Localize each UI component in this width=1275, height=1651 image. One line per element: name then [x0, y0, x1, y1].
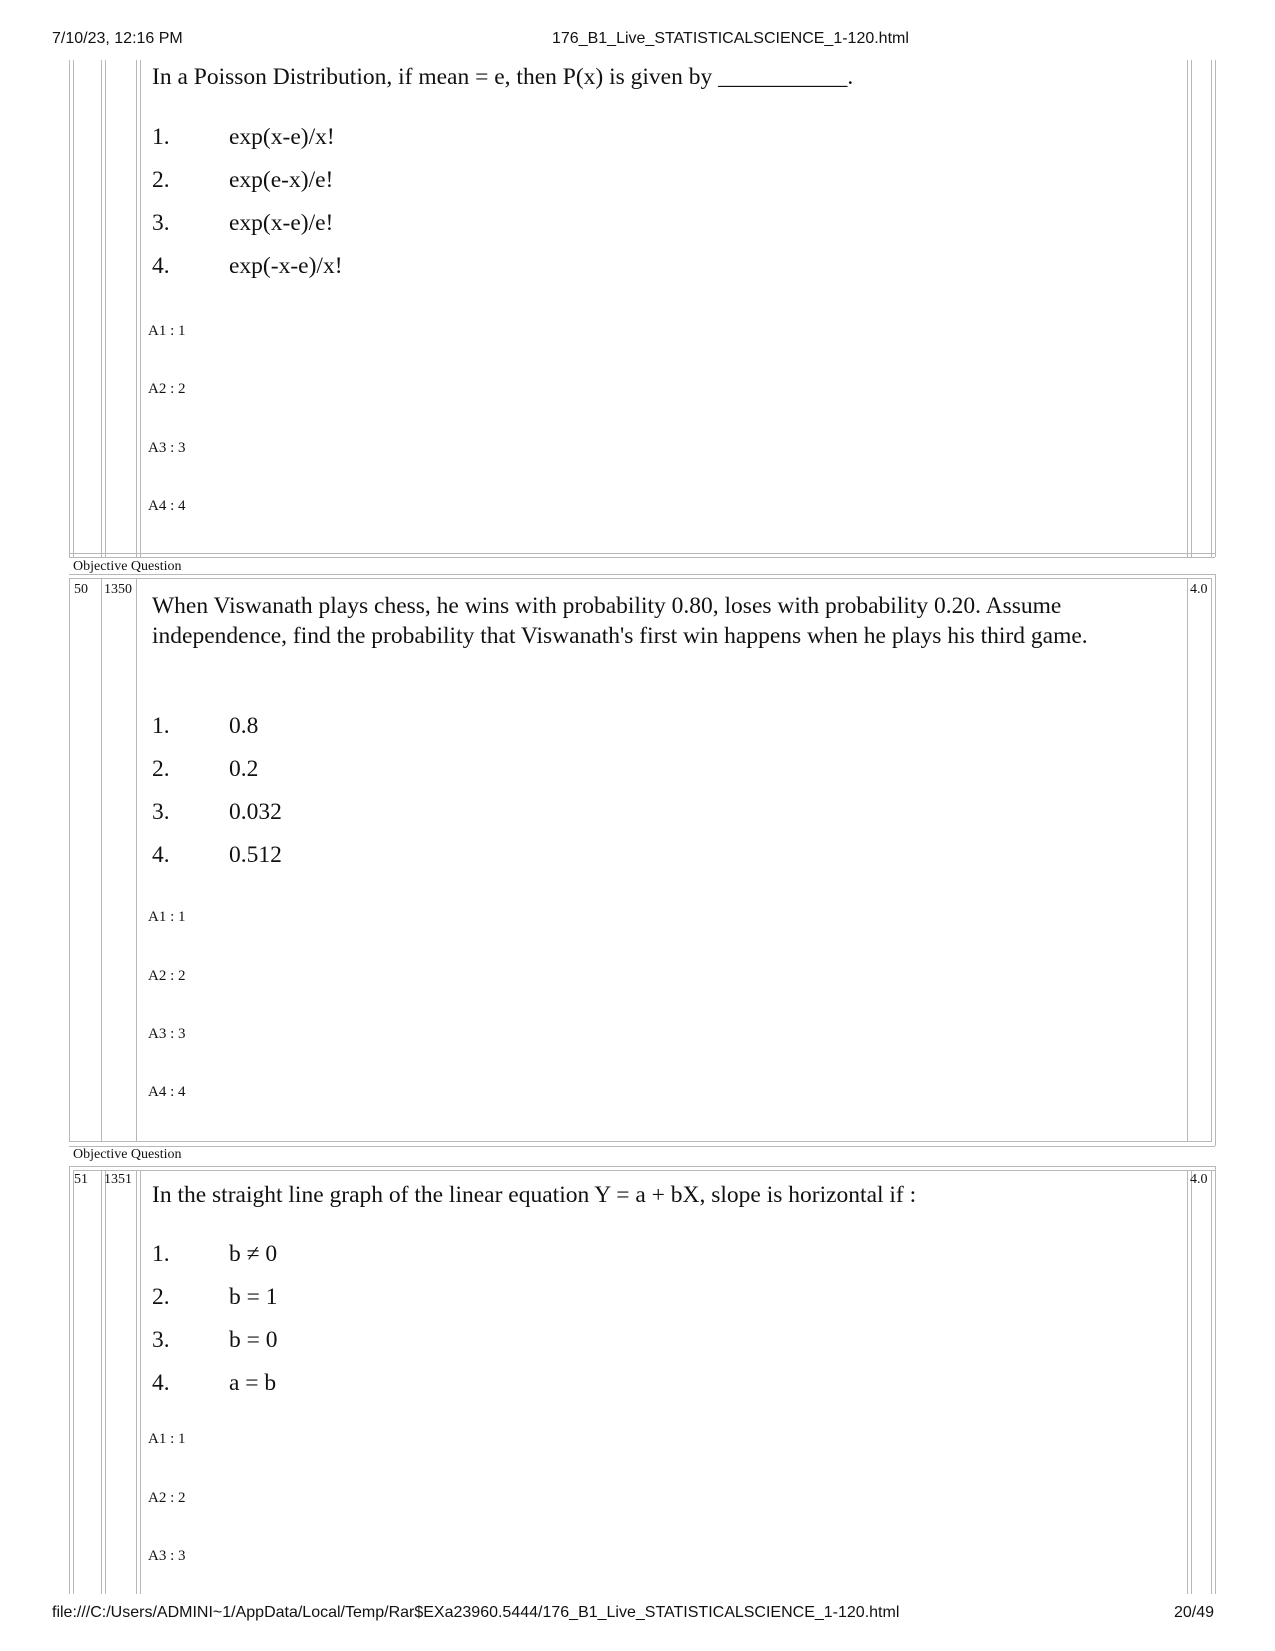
table-border	[1211, 1170, 1212, 1594]
option-text: exp(e-x)/e!	[229, 167, 334, 193]
table-border	[136, 1170, 137, 1594]
table-border	[1211, 60, 1212, 557]
question-text: In the straight line graph of the linear equation Y = a + bX, slope is horizontal if :	[152, 1182, 917, 1208]
question-text: In a Poisson Distribution, if mean = e, then P(x) is given by ___________.	[152, 64, 854, 90]
option-number: 1.	[152, 124, 170, 150]
option-number: 1.	[152, 1241, 170, 1267]
option-text: b = 1	[229, 1284, 278, 1310]
table-border	[69, 1166, 1215, 1167]
table-cell	[1187, 578, 1212, 1142]
table-border	[136, 1170, 1191, 1171]
table-border	[1215, 60, 1216, 557]
table-border	[69, 557, 1215, 558]
table-border	[105, 60, 106, 557]
answer-label: A4 : 4	[148, 1084, 186, 1100]
option-number: 3.	[152, 1327, 170, 1353]
table-border	[101, 1170, 102, 1594]
answer-label: A3 : 3	[148, 440, 186, 456]
print-page-number: 20/49	[1174, 1604, 1215, 1621]
table-border	[69, 1146, 1215, 1147]
option-number: 2.	[152, 1284, 170, 1310]
question-id: 1351	[104, 1172, 132, 1187]
table-cell	[101, 578, 137, 1142]
option-number: 3.	[152, 799, 170, 825]
table-border	[136, 60, 137, 557]
table-border	[140, 1170, 141, 1594]
print-page-title: 176_B1_Live_STATISTICALSCIENCE_1-120.html	[552, 30, 909, 47]
question-marks: 4.0	[1190, 1172, 1208, 1187]
option-number: 4.	[152, 1370, 170, 1396]
table-border	[1187, 1170, 1215, 1171]
option-text: exp(x-e)/e!	[229, 210, 334, 236]
question-text: When Viswanath plays chess, he wins with probability 0.80, loses with probability 0.20. Assume independence, find the probability that Viswanath's first win happens when he plays his third game.	[152, 593, 1088, 649]
option-number: 1.	[152, 713, 170, 739]
table-border	[1215, 1166, 1216, 1594]
table-border	[140, 60, 141, 557]
table-border	[69, 574, 1215, 575]
answer-label: A2 : 2	[148, 968, 186, 984]
option-text: exp(x-e)/x!	[229, 124, 335, 150]
answer-label: A3 : 3	[148, 1548, 186, 1564]
table-border	[101, 60, 102, 557]
table-border	[1215, 574, 1216, 1146]
table-border	[73, 60, 74, 557]
answer-label: A2 : 2	[148, 1490, 186, 1506]
table-cell	[136, 578, 1188, 1142]
table-border	[69, 553, 1215, 554]
option-text: 0.032	[229, 799, 282, 825]
table-border	[73, 1170, 74, 1594]
serial-number: 50	[74, 582, 88, 597]
option-number: 4.	[152, 253, 170, 279]
print-datetime: 7/10/23, 12:16 PM	[52, 30, 183, 47]
table-border	[69, 1166, 70, 1594]
table-border	[1191, 60, 1192, 557]
option-text: 0.8	[229, 713, 259, 739]
option-text: b ≠ 0	[229, 1241, 278, 1267]
question-id: 1350	[104, 582, 132, 597]
table-border	[1191, 1170, 1192, 1594]
option-number: 2.	[152, 167, 170, 193]
option-number: 2.	[152, 756, 170, 782]
answer-label: A4 : 4	[148, 498, 186, 514]
option-text: a = b	[229, 1370, 277, 1396]
table-border	[1187, 1170, 1188, 1594]
answer-label: A1 : 1	[148, 323, 186, 339]
serial-number: 51	[74, 1172, 88, 1187]
table-cell	[69, 578, 102, 1142]
table-border	[1187, 60, 1188, 557]
answer-label: A1 : 1	[148, 1431, 186, 1447]
print-file-path: file:///C:/Users/ADMINI~1/AppData/Local/Temp/Rar$EXa23960.5444/176_B1_Live_STATISTICALSCIENCE_1-120.html	[52, 1604, 900, 1621]
question-type-label: Objective Question	[73, 1147, 182, 1162]
answer-label: A2 : 2	[148, 381, 186, 397]
option-number: 3.	[152, 210, 170, 236]
table-border	[69, 60, 70, 557]
answer-label: A3 : 3	[148, 1026, 186, 1042]
table-border	[105, 1170, 106, 1594]
question-marks: 4.0	[1190, 582, 1208, 597]
option-text: 0.512	[229, 842, 282, 868]
option-number: 4.	[152, 842, 170, 868]
question-type-label: Objective Question	[73, 559, 182, 574]
option-text: b = 0	[229, 1327, 278, 1353]
table-border	[101, 1170, 140, 1171]
option-text: 0.2	[229, 756, 259, 782]
option-text: exp(-x-e)/x!	[229, 253, 343, 279]
answer-label: A1 : 1	[148, 909, 186, 925]
